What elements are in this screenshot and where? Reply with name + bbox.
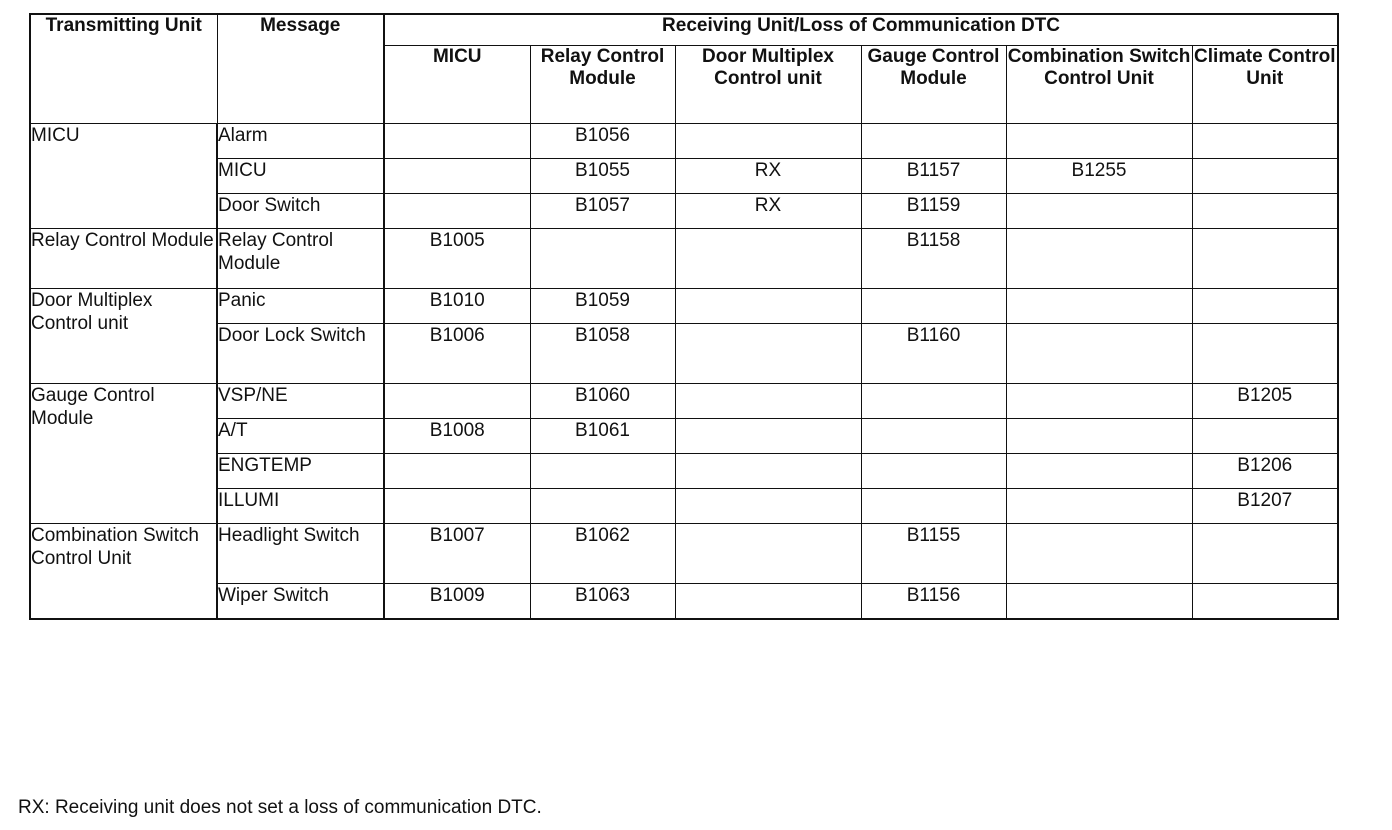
table-row xyxy=(30,229,1338,289)
header-receiver-combination-switch: Combination Switch Control Unit xyxy=(1006,46,1192,124)
dtc-cell xyxy=(675,524,861,584)
dtc-cell xyxy=(1006,124,1192,159)
table-row xyxy=(30,124,1338,159)
dtc-cell xyxy=(1006,489,1192,524)
message-cell: Door Switch xyxy=(217,194,384,229)
dtc-cell: B1059 xyxy=(530,289,675,324)
dtc-cell: B1158 xyxy=(861,229,1006,289)
dtc-cell xyxy=(1006,324,1192,384)
table-row xyxy=(30,524,1338,584)
dtc-cell xyxy=(384,159,530,194)
table-row xyxy=(30,324,1338,384)
dtc-cell xyxy=(1006,194,1192,229)
dtc-cell: B1010 xyxy=(384,289,530,324)
message-cell: Wiper Switch xyxy=(217,584,384,620)
transmitting-unit-cell: Combination Switch Control Unit xyxy=(30,524,217,620)
dtc-cell: B1206 xyxy=(1192,454,1338,489)
dtc-cell xyxy=(1192,524,1338,584)
header-receiver-micu: MICU xyxy=(384,46,530,124)
dtc-cell: RX xyxy=(675,194,861,229)
dtc-cell: B1159 xyxy=(861,194,1006,229)
dtc-cell xyxy=(675,229,861,289)
dtc-cell xyxy=(530,229,675,289)
dtc-cell: B1055 xyxy=(530,159,675,194)
dtc-cell xyxy=(861,124,1006,159)
dtc-cell: RX xyxy=(675,159,861,194)
table-row xyxy=(30,419,1338,454)
transmitting-unit-cell: Relay Control Module xyxy=(30,229,217,289)
dtc-cell xyxy=(1192,324,1338,384)
dtc-cell xyxy=(1192,159,1338,194)
table-row xyxy=(30,289,1338,324)
message-cell: Headlight Switch xyxy=(217,524,384,584)
message-cell: ENGTEMP xyxy=(217,454,384,489)
dtc-cell xyxy=(384,194,530,229)
dtc-cell xyxy=(1006,454,1192,489)
footnote: RX: Receiving unit does not set a loss of communication DTC. xyxy=(18,797,542,818)
dtc-cell: B1157 xyxy=(861,159,1006,194)
dtc-cell xyxy=(1192,124,1338,159)
dtc-cell xyxy=(861,489,1006,524)
dtc-cell: B1007 xyxy=(384,524,530,584)
dtc-cell: B1255 xyxy=(1006,159,1192,194)
dtc-cell xyxy=(861,384,1006,419)
dtc-cell: B1156 xyxy=(861,584,1006,620)
dtc-cell xyxy=(675,454,861,489)
table-row xyxy=(30,194,1338,229)
dtc-cell: B1207 xyxy=(1192,489,1338,524)
dtc-cell: B1056 xyxy=(530,124,675,159)
table-row xyxy=(30,384,1338,419)
dtc-cell xyxy=(675,419,861,454)
dtc-cell xyxy=(675,289,861,324)
dtc-cell xyxy=(1192,584,1338,620)
dtc-cell xyxy=(1006,419,1192,454)
dtc-cell xyxy=(1006,384,1192,419)
dtc-cell xyxy=(384,384,530,419)
dtc-cell xyxy=(675,584,861,620)
header-receiver-climate-control: Climate Control Unit xyxy=(1192,46,1338,124)
table-row xyxy=(30,584,1338,620)
dtc-cell: B1005 xyxy=(384,229,530,289)
message-cell: Relay Control Module xyxy=(217,229,384,289)
dtc-cell: B1061 xyxy=(530,419,675,454)
header-receiving-unit-group: Receiving Unit/Loss of Communication DTC xyxy=(384,14,1338,46)
dtc-cell xyxy=(384,489,530,524)
dtc-cell xyxy=(1006,584,1192,620)
dtc-cell xyxy=(675,324,861,384)
dtc-cell xyxy=(861,289,1006,324)
message-cell: VSP/NE xyxy=(217,384,384,419)
dtc-cell xyxy=(530,454,675,489)
dtc-cell xyxy=(530,489,675,524)
header-receiver-door-multiplex: Door Multiplex Control unit xyxy=(675,46,861,124)
dtc-cell xyxy=(1006,289,1192,324)
dtc-table xyxy=(29,13,1339,620)
dtc-cell: B1057 xyxy=(530,194,675,229)
dtc-cell xyxy=(1192,194,1338,229)
dtc-cell xyxy=(675,489,861,524)
dtc-cell: B1058 xyxy=(530,324,675,384)
header-transmitting-unit: Transmitting Unit xyxy=(30,14,217,124)
dtc-cell xyxy=(1006,229,1192,289)
dtc-cell xyxy=(1192,419,1338,454)
header-receiver-relay-control-module: Relay Control Module xyxy=(530,46,675,124)
dtc-cell: B1155 xyxy=(861,524,1006,584)
message-cell: ILLUMI xyxy=(217,489,384,524)
dtc-cell: B1006 xyxy=(384,324,530,384)
dtc-cell xyxy=(384,124,530,159)
dtc-cell: B1205 xyxy=(1192,384,1338,419)
message-cell: Alarm xyxy=(217,124,384,159)
dtc-cell xyxy=(675,124,861,159)
dtc-cell xyxy=(1192,289,1338,324)
dtc-cell: B1008 xyxy=(384,419,530,454)
header-message: Message xyxy=(217,14,384,124)
message-cell: MICU xyxy=(217,159,384,194)
header-receiver-gauge-control-module: Gauge Control Module xyxy=(861,46,1006,124)
table-row xyxy=(30,489,1338,524)
transmitting-unit-cell: Gauge Control Module xyxy=(30,384,217,524)
dtc-cell: B1062 xyxy=(530,524,675,584)
dtc-cell: B1160 xyxy=(861,324,1006,384)
message-cell: A/T xyxy=(217,419,384,454)
dtc-cell xyxy=(675,384,861,419)
dtc-cell: B1009 xyxy=(384,584,530,620)
dtc-cell xyxy=(384,454,530,489)
message-cell: Panic xyxy=(217,289,384,324)
dtc-cell xyxy=(861,419,1006,454)
dtc-cell: B1063 xyxy=(530,584,675,620)
transmitting-unit-cell: Door Multiplex Control unit xyxy=(30,289,217,384)
dtc-cell xyxy=(1192,229,1338,289)
transmitting-unit-cell: MICU xyxy=(30,124,217,229)
dtc-cell xyxy=(861,454,1006,489)
dtc-cell: B1060 xyxy=(530,384,675,419)
table-row xyxy=(30,454,1338,489)
table-row xyxy=(30,159,1338,194)
message-cell: Door Lock Switch xyxy=(217,324,384,384)
dtc-cell xyxy=(1006,524,1192,584)
